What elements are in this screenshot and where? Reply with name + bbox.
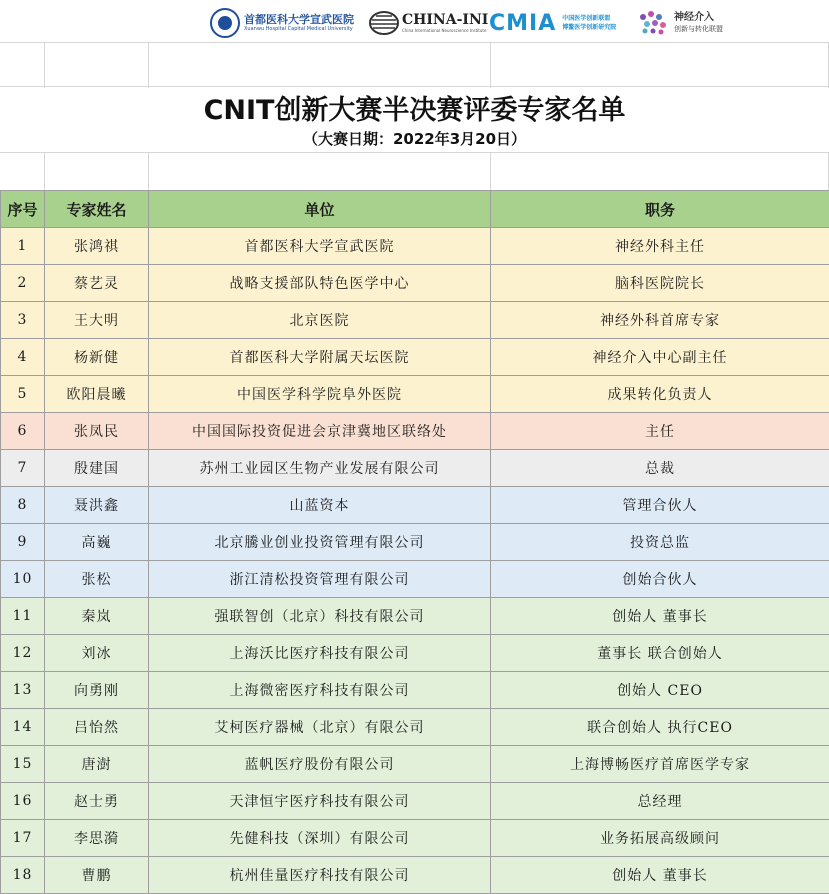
grid-line xyxy=(44,152,45,190)
table-row xyxy=(1,265,829,302)
cell-name: 赵士勇 xyxy=(45,783,149,820)
cell-unit: 首都医科大学宣武医院 xyxy=(149,228,491,265)
neuro-logo-name: 神经介入 xyxy=(674,12,723,24)
grid-line xyxy=(490,42,491,88)
cell-name: 吕怡然 xyxy=(45,709,149,746)
xuanwu-hospital-logo xyxy=(210,6,354,40)
cell-unit: 首都医科大学附属天坛医院 xyxy=(149,339,491,376)
grid-line xyxy=(148,42,149,88)
cell-unit: 天津恒宇医疗科技有限公司 xyxy=(149,783,491,820)
cell-unit: 山蓝资本 xyxy=(149,487,491,524)
cell-name: 唐澍 xyxy=(45,746,149,783)
grid-line xyxy=(0,152,829,153)
cell-no: 4 xyxy=(1,339,45,376)
grid-line xyxy=(490,152,491,190)
cell-name: 秦岚 xyxy=(45,598,149,635)
cell-no: 3 xyxy=(1,302,45,339)
cell-unit: 上海微密医疗科技有限公司 xyxy=(149,672,491,709)
cell-title: 投资总监 xyxy=(491,524,829,561)
cell-no: 14 xyxy=(1,709,45,746)
cell-no: 1 xyxy=(1,228,45,265)
header-unit: 单位 xyxy=(149,191,491,228)
cell-unit: 艾柯医疗器械（北京）有限公司 xyxy=(149,709,491,746)
grid-line xyxy=(148,152,149,190)
cell-title: 联合创始人 执行CEO xyxy=(491,709,829,746)
table-row xyxy=(1,524,829,561)
table-row xyxy=(1,598,829,635)
cell-name: 李思漪 xyxy=(45,820,149,857)
cell-no: 8 xyxy=(1,487,45,524)
page-subtitle: （大赛日期：2022年3月20日） xyxy=(0,129,829,149)
cell-no: 16 xyxy=(1,783,45,820)
cell-no: 15 xyxy=(1,746,45,783)
cell-name: 刘冰 xyxy=(45,635,149,672)
cell-name: 殷建国 xyxy=(45,450,149,487)
xuanwu-logo-sub: Xuanwu Hospital Capital Medical University xyxy=(244,26,354,33)
table-row xyxy=(1,561,829,598)
neuro-intervention-logo xyxy=(637,6,723,40)
cell-unit: 杭州佳量医疗科技有限公司 xyxy=(149,857,491,894)
cell-unit: 浙江清松投资管理有限公司 xyxy=(149,561,491,598)
cell-name: 高巍 xyxy=(45,524,149,561)
header-no: 序号 xyxy=(1,191,45,228)
cell-unit: 战略支援部队特色医学中心 xyxy=(149,265,491,302)
cell-title: 上海博畅医疗首席医学专家 xyxy=(491,746,829,783)
table-row xyxy=(1,672,829,709)
cell-unit: 先健科技（深圳）有限公司 xyxy=(149,820,491,857)
cell-title: 神经介入中心副主任 xyxy=(491,339,829,376)
cell-name: 张凤民 xyxy=(45,413,149,450)
xuanwu-emblem-icon xyxy=(210,8,240,38)
cell-no: 6 xyxy=(1,413,45,450)
cmia-logo-line2: 博鳌医学创新研究院 xyxy=(562,23,616,32)
cell-no: 10 xyxy=(1,561,45,598)
cell-no: 2 xyxy=(1,265,45,302)
header-name: 专家姓名 xyxy=(45,191,149,228)
cell-name: 王大明 xyxy=(45,302,149,339)
cell-title: 神经外科首席专家 xyxy=(491,302,829,339)
china-ini-logo-name: CHINA-INI xyxy=(402,13,488,28)
cell-unit: 强联智创（北京）科技有限公司 xyxy=(149,598,491,635)
grid-line xyxy=(44,42,45,88)
table-row xyxy=(1,709,829,746)
cell-title: 主任 xyxy=(491,413,829,450)
table-row xyxy=(1,302,829,339)
cell-no: 5 xyxy=(1,376,45,413)
table-row xyxy=(1,635,829,672)
cmia-logo-line1: 中国医学创新联盟 xyxy=(562,14,616,23)
table-row xyxy=(1,820,829,857)
expert-table xyxy=(0,190,829,894)
cell-name: 欧阳晨曦 xyxy=(45,376,149,413)
table-body xyxy=(1,228,829,894)
cell-unit: 中国医学科学院阜外医院 xyxy=(149,376,491,413)
cell-title: 董事长 联合创始人 xyxy=(491,635,829,672)
cell-no: 11 xyxy=(1,598,45,635)
table-header-row xyxy=(1,191,829,228)
table-row xyxy=(1,228,829,265)
cell-title: 成果转化负责人 xyxy=(491,376,829,413)
neuro-dots-icon xyxy=(637,9,671,37)
cell-no: 9 xyxy=(1,524,45,561)
cell-no: 18 xyxy=(1,857,45,894)
cell-title: 脑科医院院长 xyxy=(491,265,829,302)
cell-title: 创始合伙人 xyxy=(491,561,829,598)
cell-title: 管理合伙人 xyxy=(491,487,829,524)
china-ini-logo xyxy=(368,6,488,40)
grid-line xyxy=(0,42,829,43)
table-row xyxy=(1,783,829,820)
cell-title: 总裁 xyxy=(491,450,829,487)
cell-title: 神经外科主任 xyxy=(491,228,829,265)
cell-title: 创始人 董事长 xyxy=(491,857,829,894)
cell-name: 蔡艺灵 xyxy=(45,265,149,302)
cell-name: 张鸿祺 xyxy=(45,228,149,265)
cell-no: 7 xyxy=(1,450,45,487)
table-row xyxy=(1,857,829,894)
cell-title: 总经理 xyxy=(491,783,829,820)
china-ini-logo-sub: China International Neuroscience Institute xyxy=(402,28,488,34)
cell-no: 12 xyxy=(1,635,45,672)
cell-unit: 蓝帆医疗股份有限公司 xyxy=(149,746,491,783)
cell-unit: 上海沃比医疗科技有限公司 xyxy=(149,635,491,672)
cmia-logo xyxy=(489,6,616,40)
header-title: 职务 xyxy=(491,191,829,228)
xuanwu-logo-name: 首都医科大学宣武医院 xyxy=(244,13,354,26)
cell-unit: 北京医院 xyxy=(149,302,491,339)
cell-title: 创始人 董事长 xyxy=(491,598,829,635)
page-title: CNIT创新大赛半决赛评委专家名单 xyxy=(0,95,829,127)
cell-unit: 中国国际投资促进会京津冀地区联络处 xyxy=(149,413,491,450)
cell-name: 向勇刚 xyxy=(45,672,149,709)
cell-unit: 苏州工业园区生物产业发展有限公司 xyxy=(149,450,491,487)
table-row xyxy=(1,746,829,783)
cell-no: 13 xyxy=(1,672,45,709)
table-row xyxy=(1,450,829,487)
cmia-logo-name: CMIA xyxy=(489,11,556,36)
cell-title: 创始人 CEO xyxy=(491,672,829,709)
cell-no: 17 xyxy=(1,820,45,857)
cell-name: 杨新健 xyxy=(45,339,149,376)
china-ini-brain-icon xyxy=(368,10,400,36)
table-row xyxy=(1,376,829,413)
table-row xyxy=(1,413,829,450)
logo-bar xyxy=(0,0,829,45)
cell-name: 聂洪鑫 xyxy=(45,487,149,524)
cell-title: 业务拓展高级顾问 xyxy=(491,820,829,857)
cell-name: 曹鹏 xyxy=(45,857,149,894)
cell-name: 张松 xyxy=(45,561,149,598)
neuro-logo-sub: 创新与转化联盟 xyxy=(674,24,723,34)
grid-line xyxy=(0,86,829,87)
cell-unit: 北京騰业创业投资管理有限公司 xyxy=(149,524,491,561)
table-row xyxy=(1,487,829,524)
table-row xyxy=(1,339,829,376)
